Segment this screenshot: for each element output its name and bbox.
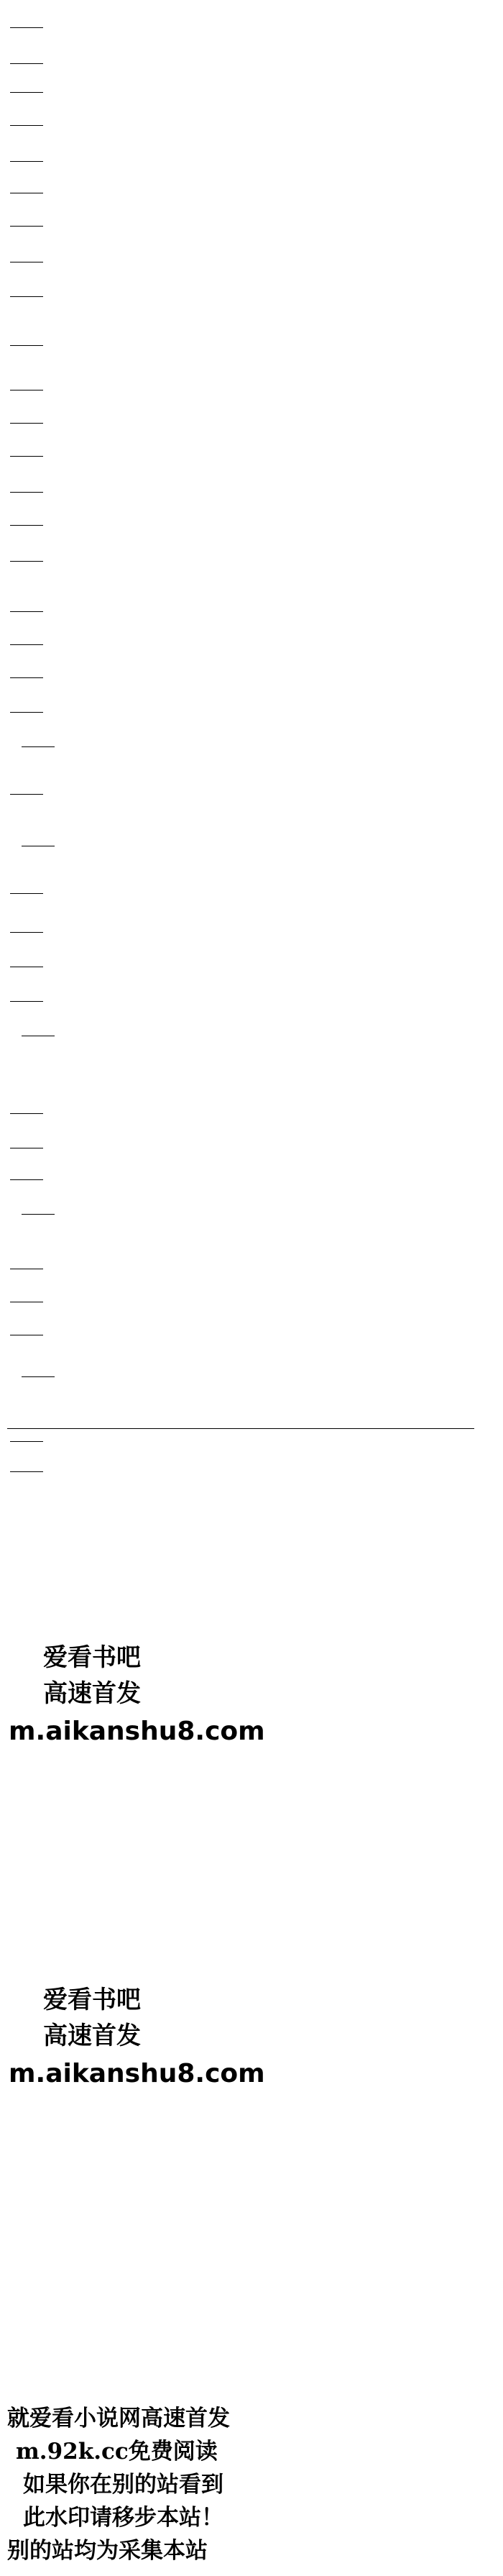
watermark-line: 爱看书吧 xyxy=(43,1986,141,2014)
watermark-line: 爱看书吧 xyxy=(43,1643,141,1672)
watermark xyxy=(0,1640,503,1752)
watermark-line: m.aikanshu8.com xyxy=(9,1717,265,1746)
watermark-line: 高速首发 xyxy=(43,1679,141,1708)
watermark-line: 高速首发 xyxy=(43,2022,141,2050)
divider xyxy=(7,1428,474,1429)
notice-line: 就爱看小说网高速首发 xyxy=(7,2406,230,2431)
watermark xyxy=(0,1982,503,2094)
notice-line: 此水印请移步本站！ xyxy=(23,2505,223,2531)
notice-line: 如果你在别的站看到 xyxy=(23,2472,223,2498)
site-notice xyxy=(7,2402,496,2567)
watermark-line: m.aikanshu8.com xyxy=(9,2059,265,2088)
notice-line: m.92k.cc免费阅读 xyxy=(16,2439,218,2465)
notice-line: 别的站均为采集本站 xyxy=(7,2538,208,2564)
